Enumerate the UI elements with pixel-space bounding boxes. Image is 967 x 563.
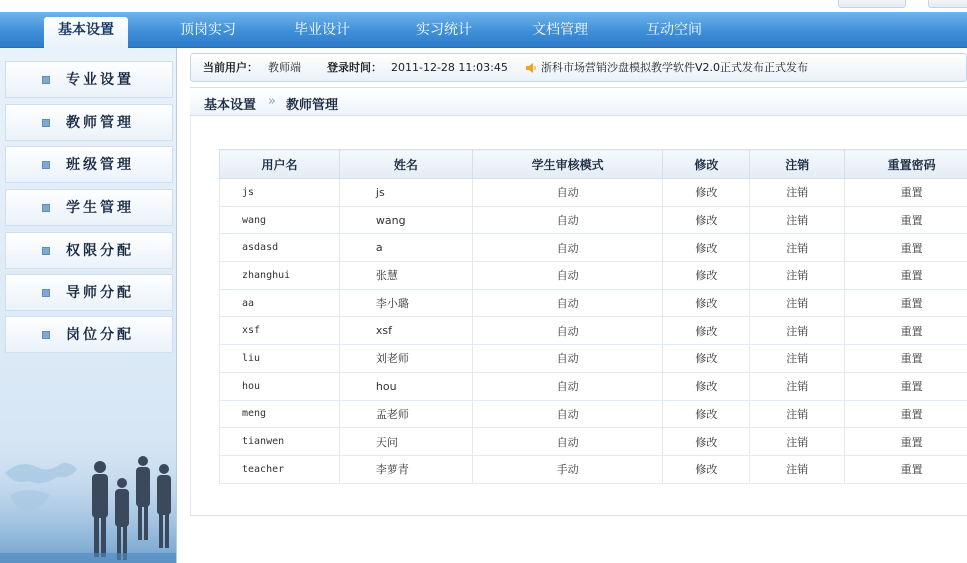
edit-link[interactable]: 修改 [695,352,718,366]
cell-username: hou [220,372,340,400]
edit-link[interactable]: 修改 [695,407,718,421]
table-row [220,455,967,483]
square-bullet-icon [42,289,50,297]
reset-password-link[interactable]: 重置 [900,407,923,421]
reset-password-link[interactable]: 重置 [900,297,923,311]
sidebar-item-label: 岗位分配 [66,327,134,343]
cell-username: asdasd [220,234,340,262]
nav-tab-internship[interactable]: 顶岗实习 [180,22,236,38]
cancel-link[interactable]: 注销 [786,352,809,366]
breadcrumb-current: 教师管理 [286,98,339,113]
cell-review-mode: 自动 [472,428,663,456]
teacher-table [219,149,967,484]
col-header-username: 用户名 [220,150,340,179]
reset-password-link[interactable]: 重置 [900,214,923,228]
reset-password-link[interactable]: 重置 [900,435,923,449]
login-time-value: 2011-12-28 11:03:45 [391,61,508,74]
cancel-link[interactable]: 注销 [786,435,809,449]
edit-link[interactable]: 修改 [695,324,718,338]
square-bullet-icon [42,119,50,127]
cell-name: 李萝青 [339,455,472,483]
cancel-link[interactable]: 注销 [786,297,809,311]
nav-tab-interactive-space[interactable]: 互动空间 [646,22,702,38]
col-header-edit: 修改 [663,150,750,179]
col-header-reset-password: 重置密码 [845,150,967,179]
cancel-link[interactable]: 注销 [786,324,809,338]
sidebar-item-label: 权限分配 [66,243,134,259]
col-header-cancel: 注销 [750,150,845,179]
breadcrumb [190,87,967,116]
top-strip [0,0,967,12]
square-bullet-icon [42,247,50,255]
sidebar-item-student-management[interactable] [5,189,173,226]
cancel-link[interactable]: 注销 [786,269,809,283]
table-row [220,317,967,345]
cancel-link[interactable]: 注销 [786,241,809,255]
cell-name: 天问 [339,428,472,456]
sidebar-item-permission-assignment[interactable] [5,232,173,269]
cell-review-mode: 自动 [472,345,663,373]
sidebar-item-label: 学生管理 [66,200,134,216]
sidebar-item-label: 班级管理 [66,157,134,173]
nav-tab-graduation-design[interactable]: 毕业设计 [294,22,350,38]
nav-tab-document-management[interactable]: 文档管理 [532,22,588,38]
square-bullet-icon [42,204,50,212]
cancel-link[interactable]: 注销 [786,214,809,228]
speaker-icon [525,62,537,74]
sidebar-item-label: 导师分配 [66,285,134,301]
nav-tab-internship-stats[interactable]: 实习统计 [416,22,472,38]
edit-link[interactable]: 修改 [695,380,718,394]
reset-password-link[interactable]: 重置 [900,241,923,255]
table-row [220,400,967,428]
cell-username: xsf [220,317,340,345]
table-row [220,372,967,400]
edit-link[interactable]: 修改 [695,297,718,311]
table-row [220,262,967,290]
sidebar-item-position-assignment[interactable] [5,316,173,353]
login-time-label: 登录时间： [327,61,382,74]
cell-name: xsf [339,317,472,345]
cell-review-mode: 自动 [472,317,663,345]
table-row [220,428,967,456]
cancel-link[interactable]: 注销 [786,407,809,421]
reset-password-link[interactable]: 重置 [900,269,923,283]
table-row [220,289,967,317]
sidebar [0,48,177,563]
cell-review-mode: 自动 [472,234,663,262]
cell-username: liu [220,345,340,373]
cell-username: meng [220,400,340,428]
sidebar-item-tutor-assignment[interactable] [5,274,173,311]
table-row [220,345,967,373]
edit-link[interactable]: 修改 [695,269,718,283]
table-row [220,234,967,262]
reset-password-link[interactable]: 重置 [900,186,923,200]
notice-text[interactable]: 浙科市场营销沙盘模拟教学软件V2.0正式发布正式发布 [541,61,809,74]
nav-tab-basic-settings[interactable]: 基本设置 [44,17,128,48]
cell-username: js [220,179,340,207]
cancel-link[interactable]: 注销 [786,380,809,394]
cell-name: hou [339,372,472,400]
top-button-2[interactable] [928,0,967,8]
square-bullet-icon [42,161,50,169]
edit-link[interactable]: 修改 [695,463,718,477]
cell-username: wang [220,206,340,234]
cell-name: 张慧 [339,262,472,290]
current-user-label: 当前用户： [203,61,258,74]
reset-password-link[interactable]: 重置 [900,463,923,477]
breadcrumb-root[interactable]: 基本设置 [204,98,257,113]
reset-password-link[interactable]: 重置 [900,324,923,338]
sidebar-item-major-settings[interactable] [5,61,173,98]
cell-username: zhanghui [220,262,340,290]
world-map-people-illustration [0,433,177,563]
cell-review-mode: 自动 [472,372,663,400]
reset-password-link[interactable]: 重置 [900,380,923,394]
cell-name: 孟老师 [339,400,472,428]
cancel-link[interactable]: 注销 [786,463,809,477]
table-header-row [220,150,967,179]
cell-review-mode: 自动 [472,206,663,234]
square-bullet-icon [42,76,50,84]
edit-link[interactable]: 修改 [695,241,718,255]
current-user-value: 教师端 [268,61,301,74]
cell-username: tianwen [220,428,340,456]
cell-name: a [339,234,472,262]
cell-name: 李小璐 [339,289,472,317]
table-row [220,206,967,234]
cell-name: 刘老师 [339,345,472,373]
cell-username: teacher [220,455,340,483]
main-nav-bar [0,12,967,48]
status-bar [190,53,967,82]
cell-username: aa [220,289,340,317]
cell-review-mode: 自动 [472,179,663,207]
edit-link[interactable]: 修改 [695,435,718,449]
cell-review-mode: 自动 [472,262,663,290]
cell-review-mode: 自动 [472,400,663,428]
breadcrumb-separator: » [268,94,276,109]
cell-name: js [339,179,472,207]
sidebar-item-class-management[interactable] [5,146,173,183]
edit-link[interactable]: 修改 [695,186,718,200]
col-header-review-mode: 学生审核模式 [472,150,663,179]
sidebar-item-label: 教师管理 [66,115,134,131]
sidebar-item-label: 专业设置 [66,72,134,88]
square-bullet-icon [42,331,50,339]
cell-review-mode: 自动 [472,289,663,317]
top-button-1[interactable] [838,0,906,8]
sidebar-item-teacher-management[interactable] [5,104,173,141]
col-header-name: 姓名 [339,150,472,179]
table-row [220,179,967,207]
reset-password-link[interactable]: 重置 [900,352,923,366]
cell-name: wang [339,206,472,234]
cancel-link[interactable]: 注销 [786,186,809,200]
edit-link[interactable]: 修改 [695,214,718,228]
cell-review-mode: 手动 [472,455,663,483]
